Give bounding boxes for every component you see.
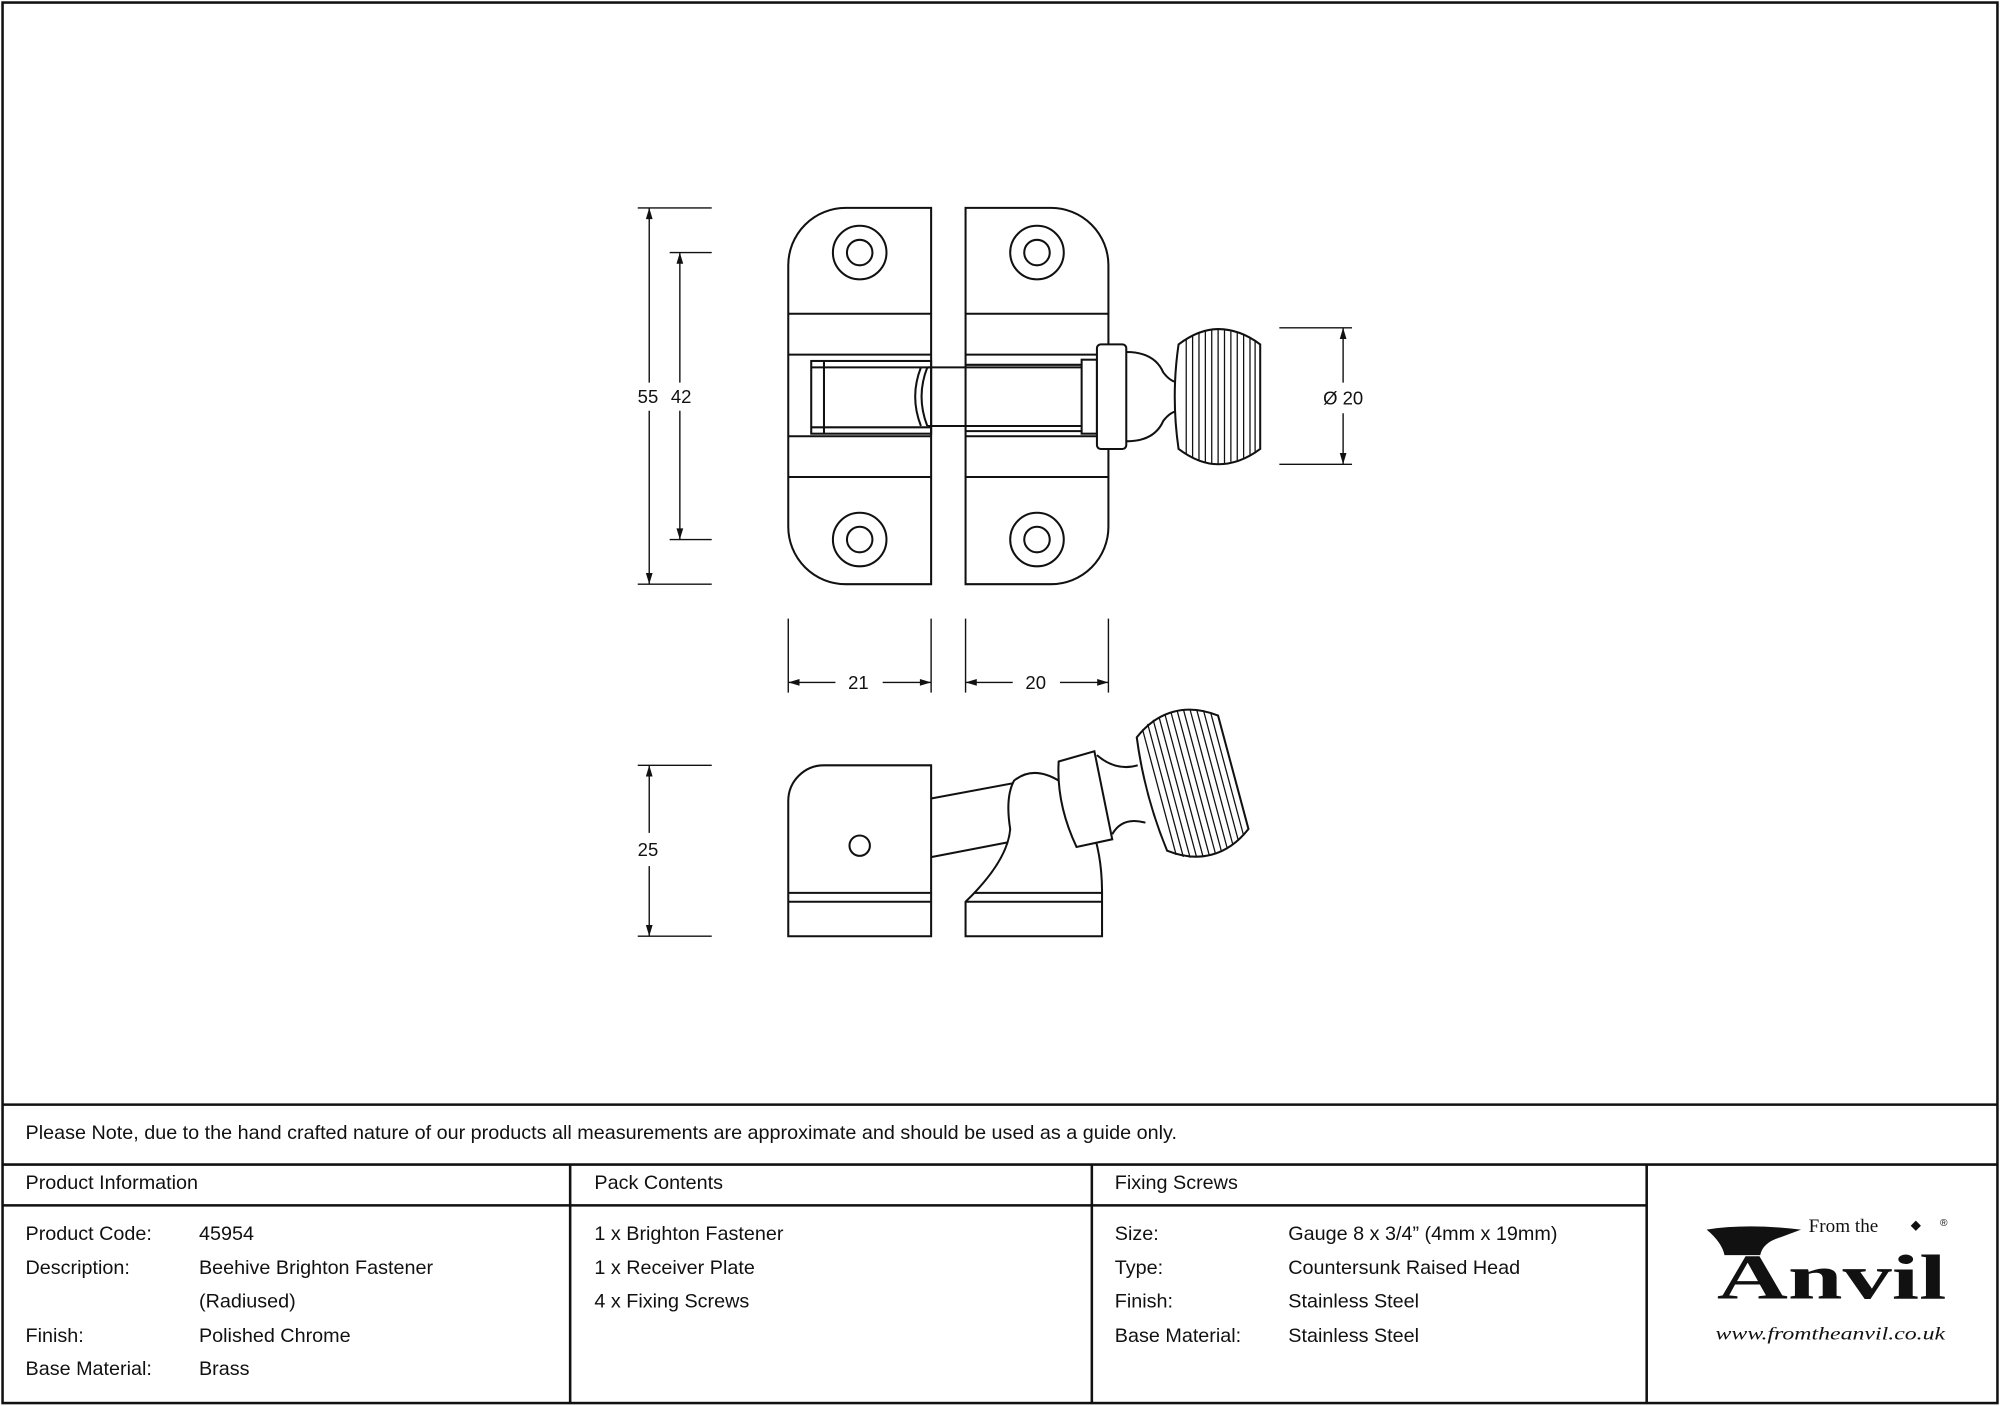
description-value-line2: (Radiused)	[198, 1290, 296, 1313]
description-value: Beehive Brighton Fastener	[198, 1257, 434, 1280]
dim-knob-diameter: Ø 20	[1323, 387, 1364, 409]
base-material-value: Brass	[198, 1358, 250, 1381]
from-the-anvil-logo	[1707, 1216, 1948, 1343]
fastener-side-view	[931, 701, 1252, 936]
fixing-screws-title: Fixing Screws	[1114, 1172, 1238, 1194]
fastener-plate-top-view	[966, 208, 1180, 584]
dim-projection: 25	[637, 838, 659, 860]
screw-finish-value: Stainless Steel	[1288, 1290, 1420, 1313]
logo-registered: ®	[1940, 1217, 1948, 1229]
receiver-plate-top-view	[788, 208, 931, 584]
finish-label: Finish:	[25, 1325, 84, 1347]
dim-receiver-width: 21	[848, 671, 869, 693]
screw-type-value: Countersunk Raised Head	[1288, 1257, 1521, 1280]
logo-url: www.fromtheanvil.co.uk	[1715, 1323, 1947, 1344]
screw-size-label: Size:	[1114, 1223, 1159, 1245]
dim-fastener-width: 20	[1025, 671, 1046, 693]
logo-from-the: From the	[1808, 1216, 1879, 1238]
product-code-value: 45954	[198, 1223, 254, 1245]
diamond-icon	[1911, 1221, 1921, 1231]
product-information-title: Product Information	[25, 1172, 199, 1194]
table-lines	[3, 1105, 1998, 1403]
sheet-border	[3, 3, 1998, 1404]
measurement-note: Please Note, due to the hand crafted nature of our products all measurements are approximate and should be used as a guide only.	[25, 1122, 1177, 1145]
screw-size-value: Gauge 8 x 3/4” (4mm x 19mm)	[1288, 1223, 1558, 1245]
base-material-label: Base Material:	[25, 1358, 152, 1381]
dim-height-overall: 55	[637, 386, 659, 408]
screw-base-material-label: Base Material:	[1114, 1325, 1242, 1347]
dim-hole-centres: 42	[670, 386, 692, 408]
screw-finish-label: Finish:	[1114, 1290, 1174, 1313]
pack-item: 1 x Brighton Fastener	[594, 1223, 784, 1245]
bolt-top-view	[915, 367, 1081, 426]
logo-anvil: Anvil	[1716, 1241, 1947, 1313]
screw-type-label: Type:	[1114, 1257, 1164, 1280]
screw-base-material-value: Stainless Steel	[1288, 1325, 1420, 1347]
beehive-knob-top-view	[1175, 329, 1260, 464]
finish-value: Polished Chrome	[198, 1325, 351, 1347]
pack-item: 1 x Receiver Plate	[594, 1257, 755, 1280]
description-label: Description:	[25, 1257, 130, 1280]
product-code-label: Product Code:	[25, 1223, 152, 1245]
pack-contents-title: Pack Contents	[594, 1172, 723, 1194]
pack-item: 4 x Fixing Screws	[594, 1290, 750, 1313]
receiver-side-view	[788, 765, 931, 936]
